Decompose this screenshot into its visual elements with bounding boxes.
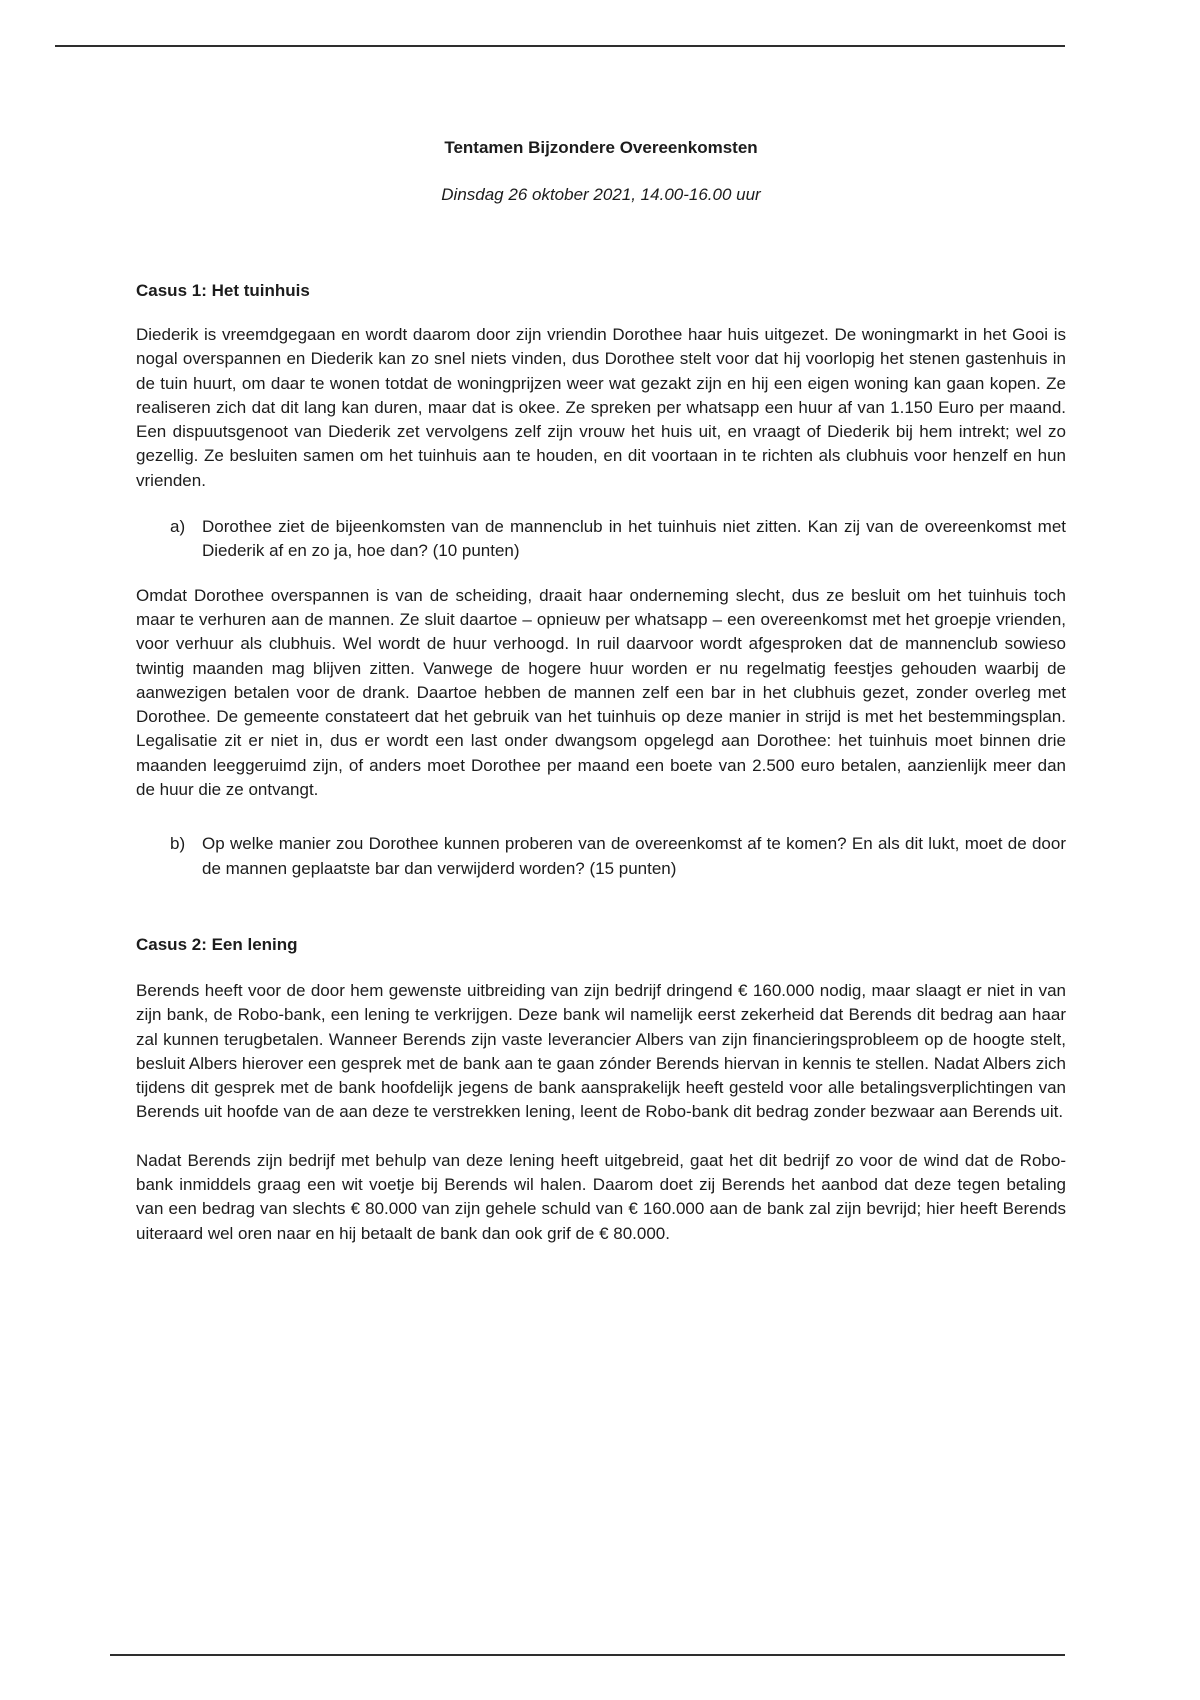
casus2-paragraph-1: Berends heeft voor de door hem gewenste uitbreiding van zijn bedrijf dringend € 160.000 nodig, maar slaagt er niet in van zijn bank, de Robo-bank, een lening te verkrijgen. Deze bank wil namelijk eerst zekerheid dat Berends dit bedrag aan haar zal kunnen terugbetalen. Wanneer Berends zijn vaste leverancier Albers van zijn financieringsprobleem op de hoogte stelt, besluit Albers hierover een gesprek met de bank aan te gaan zónder Berends hiervan in kennis te stellen. Nadat Albers zich tijdens dit gesprek met de bank hoofdelijk jegens de bank aansprakelijk heeft gesteld voor alle betalingsverplichtingen van Berends uit hoofde van de aan deze te verstrekken lening, leent de Robo-bank dit bedrag zonder bezwaar aan Berends uit. <box>136 980 1066 1122</box>
question-a <box>136 515 1066 564</box>
casus2-paragraph-2: Nadat Berends zijn bedrijf met behulp van deze lening heeft uitgebreid, gaat het dit bedrijf zo voor de wind dat de Robo-bank inmiddels graag een wit voetje bij Berends wil halen. Daarom doet zij Berends het aanbod dat deze tegen betaling van een bedrag van slechts € 80.000 van zijn gehele schuld van € 160.000 aan de bank zal zijn bevrijd; hier heeft Berends uiteraard wel oren naar en hij betaalt de bank dan ook grif de € 80.000. <box>136 1150 1066 1243</box>
question-a-label: a) <box>170 517 186 537</box>
document-subtitle: Dinsdag 26 oktober 2021, 14.00-16.00 uur <box>441 185 761 204</box>
document-content <box>136 0 1066 1246</box>
question-b <box>136 832 1066 881</box>
casus1-heading: Casus 1: Het tuinhuis <box>136 281 310 300</box>
document-title: Tentamen Bijzondere Overeenkomsten <box>444 138 758 157</box>
casus1-paragraph-1: Diederik is vreemdgegaan en wordt daarom door zijn vriendin Dorothee haar huis uitgezet. De woningmarkt in het Gooi is nogal overspannen en Diederik kan zo snel niets vinden, dus Dorothee stelt voor dat hij voorlopig het stenen gastenhuis in de tuin huurt, om daar te wonen totdat de woningprijzen weer wat gezakt zijn en hij een eigen woning kan gaan kopen. Ze realiseren zich dat dit lang kan duren, maar dat is okee. Ze spreken per whatsapp een huur af van 1.150 Euro per maand. Een dispuutsgenoot van Diederik zet vervolgens zelf zijn vrouw het huis uit, en vraagt of Diederik bij hem intrekt; wel zo gezellig. Ze besluiten samen om het tuinhuis aan te houden, en dit voortaan in te richten als clubhuis voor henzelf en hun vrienden. <box>136 325 1066 490</box>
bottom-horizontal-rule <box>110 1654 1065 1656</box>
casus1-paragraph-2: Omdat Dorothee overspannen is van de scheiding, draait haar onderneming slecht, dus ze besluit om het tuinhuis toch maar te verhuren aan de mannen. Ze sluit daartoe – opnieuw per whatsapp – een overeenkomst met het groepje vrienden, voor verhuur als clubhuis. Wel wordt de huur verhoogd. In ruil daarvoor wordt afgesproken dat de mannenclub sowieso twintig maanden mag blijven zitten. Vanwege de hogere huur worden er nu regelmatig feestjes gehouden waarbij de aanwezigen betalen voor de drank. Daartoe hebben de mannen zelf een bar in het clubhuis gezet, zonder overleg met Dorothee. De gemeente constateert dat het gebruik van het tuinhuis op deze manier in strijd is met het bestemmingsplan. Legalisatie zit er niet in, dus er wordt een last onder dwangsom opgelegd aan Dorothee: het tuinhuis moet binnen drie maanden leeggeruimd zijn, of anders moet Dorothee per maand een boete van 2.500 euro betalen, aanzienlijk meer dan de huur die ze ontvangt. <box>136 585 1066 800</box>
question-b-label: b) <box>170 834 186 854</box>
question-b-text: Op welke manier zou Dorothee kunnen proberen van de overeenkomst af te komen? En als dit lukt, moet de door de mannen geplaatste bar dan verwijderd worden? (15 punten) <box>202 834 1066 878</box>
casus2-heading: Casus 2: Een lening <box>136 934 298 954</box>
question-a-text: Dorothee ziet de bijeenkomsten van de mannenclub in het tuinhuis niet zitten. Kan zij van de overeenkomst met Diederik af en zo ja, hoe dan? (10 punten) <box>202 517 1066 561</box>
